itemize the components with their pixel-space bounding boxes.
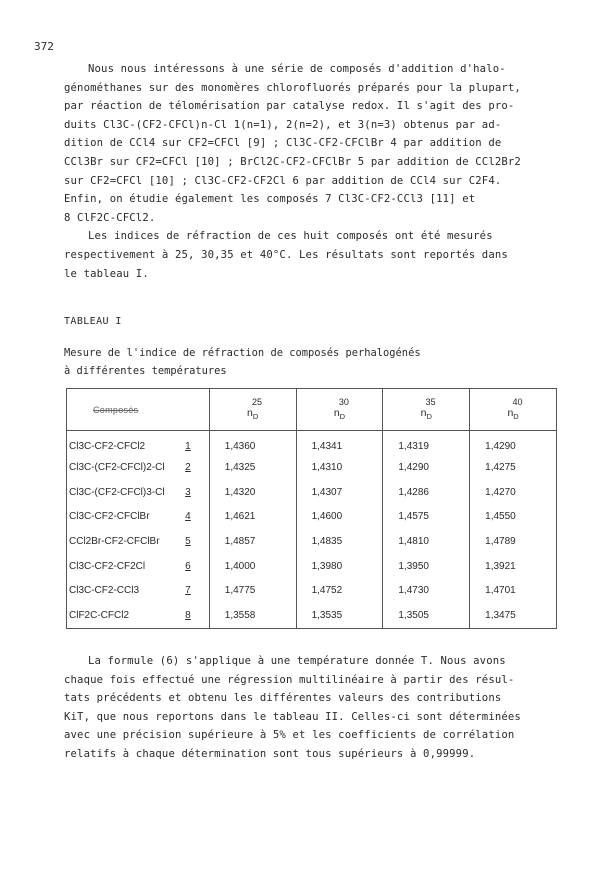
text-line: Nous nous intéressons à une série de composés d'addition d'halo- <box>88 63 506 75</box>
text-line: respectivement à 25, 30,35 et 40°C. Les résultats sont reportés dans <box>64 248 508 261</box>
value-t30: 1,4752 <box>296 579 383 604</box>
value-t35: 1,3505 <box>383 603 470 628</box>
table-header-row <box>67 389 557 431</box>
value-t35: 1,4286 <box>383 480 470 505</box>
value-t25: 1,3558 <box>209 603 296 628</box>
text-line: duits Cl3C-(CF2-CFCl)n-Cl 1(n=1), 2(n=2), et 3(n=3) obtenus par ad- <box>64 118 502 131</box>
table-caption <box>64 344 421 380</box>
text-line: chaque fois effectué une régression multilinéaire à partir des résul- <box>64 673 515 686</box>
text-line: par réaction de télomérisation par catalyse redox. Il s'agit des pro- <box>64 100 515 113</box>
d-subscript: D <box>339 411 346 421</box>
value-t40: 1,4270 <box>470 480 557 505</box>
temperature: 40 <box>512 396 523 407</box>
text-line: La formule (6) s'applique à une température donnée T. Nous avons <box>88 655 506 667</box>
value-t35: 1,4575 <box>383 505 470 530</box>
value-t40: 1,3921 <box>470 554 557 579</box>
compound-number: 4 <box>181 505 209 530</box>
compound-formula: Cl3C-(CF2-CFCl)3-Cl <box>67 480 182 505</box>
table-row <box>67 431 557 456</box>
compound-number: 3 <box>181 480 209 505</box>
text-line: tats précédents et obtenu les différentes valeurs des contributions <box>64 692 502 705</box>
caption-line: Mesure de l'indice de réfraction de composés perhalogénés <box>64 347 421 359</box>
value-t25: 1,4857 <box>209 529 296 554</box>
table-row <box>67 603 557 628</box>
compound-number: 6 <box>181 554 209 579</box>
refraction-index-table <box>66 388 557 629</box>
text-line: KiT, que nous reportons dans le tableau II. Celles-ci sont déterminées <box>64 710 521 723</box>
text-line: génométhanes sur des monomères chlorofluorés préparés pour la plupart, <box>64 81 521 94</box>
value-t30: 1,4307 <box>296 480 383 505</box>
compound-number: 5 <box>181 529 209 554</box>
text-line: CCl3Br sur CF2=CFCl [10] ; BrCl2C-CF2-CFClBr 5 par addition de CCl2Br2 <box>64 155 521 168</box>
value-t30: 1,3980 <box>296 554 383 579</box>
n-symbol: n <box>507 406 514 419</box>
value-t40: 1,4701 <box>470 579 557 604</box>
compound-number: 8 <box>181 603 209 628</box>
compound-number: 7 <box>181 579 209 604</box>
intro-paragraph <box>64 60 564 283</box>
text-line: dition de CCl4 sur CF2=CFCl [9] ; Cl3C-CF2-CFClBr 4 par addition de <box>64 137 502 150</box>
temperature: 35 <box>425 396 436 407</box>
value-t25: 1,4325 <box>209 455 296 480</box>
text-line: 8 ClF2C-CFCl2. <box>64 211 156 224</box>
value-t35: 1,3950 <box>383 554 470 579</box>
compound-formula: Cl3C-(CF2-CFCl)2-Cl <box>67 455 182 480</box>
d-subscript: D <box>426 411 432 421</box>
value-t30: 1,4341 <box>296 431 383 456</box>
compound-number: 1 <box>181 431 209 456</box>
d-subscript: D <box>252 411 259 421</box>
value-t35: 1,4319 <box>383 431 470 456</box>
n-symbol: n <box>420 406 427 419</box>
value-t25: 1,4000 <box>209 554 296 579</box>
value-t35: 1,4810 <box>383 529 470 554</box>
temperature: 25 <box>252 396 263 407</box>
compound-number: 2 <box>181 455 209 480</box>
header-t30 <box>296 389 383 431</box>
outro-paragraph <box>64 652 564 764</box>
header-t35 <box>383 389 470 431</box>
text-line: relatifs à chaque détermination sont tous supérieurs à 0,99999. <box>64 747 476 760</box>
table-row <box>67 554 557 579</box>
value-t35: 1,4290 <box>383 455 470 480</box>
value-t30: 1,4600 <box>296 505 383 530</box>
compound-formula: CCl2Br-CF2-CFClBr <box>67 529 182 554</box>
text-line: Enfin, on étudie également les composés 7 Cl3C-CF2-CCl3 [11] et <box>64 193 476 206</box>
value-t35: 1,4730 <box>383 579 470 604</box>
text-line: avec une précision supérieure à 5% et les coefficients de corrélation <box>64 729 515 742</box>
value-t40: 1,4550 <box>470 505 557 530</box>
temperature: 30 <box>338 396 349 407</box>
caption-line: à différentes températures <box>64 365 227 377</box>
header-t40 <box>470 389 557 431</box>
compound-formula: Cl3C-CF2-CFClBr <box>67 505 182 530</box>
n-symbol: n <box>247 406 253 419</box>
value-t25: 1,4360 <box>209 431 296 456</box>
value-t30: 1,4835 <box>296 529 383 554</box>
table-row <box>67 579 557 604</box>
d-subscript: D <box>513 411 519 421</box>
text-line: Les indices de réfraction de ces huit composés ont été mesurés <box>88 230 493 243</box>
value-t40: 1,3475 <box>470 603 557 628</box>
table-label: TABLEAU I <box>64 316 122 327</box>
text-line: le tableau I. <box>64 267 149 280</box>
header-t25 <box>209 389 296 431</box>
compound-formula: ClF2C-CFCl2 <box>67 603 182 628</box>
compound-formula: Cl3C-CF2-CFCl2 <box>67 431 182 456</box>
value-t40: 1,4275 <box>470 455 557 480</box>
value-t30: 1,3535 <box>296 603 383 628</box>
table-row <box>67 480 557 505</box>
value-t25: 1,4320 <box>209 480 296 505</box>
n-symbol: n <box>333 406 340 419</box>
compound-formula: Cl3C-CF2-CCl3 <box>67 579 182 604</box>
value-t25: 1,4775 <box>209 579 296 604</box>
value-t30: 1,4310 <box>296 455 383 480</box>
table-row <box>67 505 557 530</box>
value-t40: 1,4290 <box>470 431 557 456</box>
value-t25: 1,4621 <box>209 505 296 530</box>
page-number: 372 <box>34 40 54 53</box>
header-compounds: Composés <box>67 389 210 431</box>
text-line: sur CF2=CFCl [10] ; Cl3C-CF2-CF2Cl 6 par addition de CCl4 sur C2F4. <box>64 174 502 187</box>
table-row <box>67 455 557 480</box>
value-t40: 1,4789 <box>470 529 557 554</box>
table-row <box>67 529 557 554</box>
compound-formula: Cl3C-CF2-CF2Cl <box>67 554 182 579</box>
